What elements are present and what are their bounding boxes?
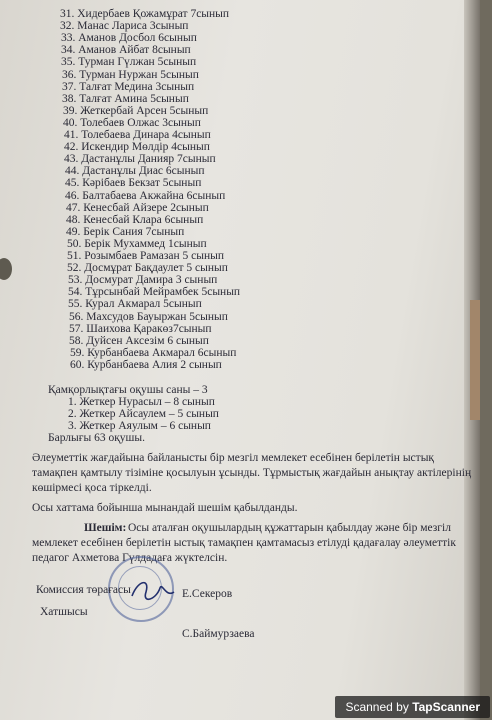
decision-line: мемлекет есебінен берілетін ыстық тамақпен қамтамасыз етілуді қадағалау әлеуметтік — [32, 537, 456, 549]
student-list-item: 59. Курбанбаева Акмарал 6сынып — [70, 347, 237, 359]
protocol-line: Осы хаттама бойынша мынандай шешім қабылданды. — [32, 502, 298, 514]
student-list-item: 41. Толебаева Динара 4сынып — [64, 129, 211, 141]
student-list-item: 39. Жеткербай Арсен 5сынып — [63, 105, 209, 117]
student-list-item: 36. Турман Нуржан 5сынып — [62, 69, 199, 81]
scanner-watermark — [335, 696, 490, 718]
paragraph-line: тамақпен қамтылу тізіміне қосылуын ұсынды. Тұрмыстық жағдайын анықтау актілерінің — [32, 467, 472, 479]
student-list-item: 31. Хидербаев Қожамұрат 7сынып — [60, 8, 230, 20]
watermark-prefix: Scanned by — [345, 700, 409, 714]
student-list-item: 49. Берік Сания 7сынып — [66, 226, 185, 238]
student-list-item: 33. Аманов Досбол 6сынып — [61, 32, 197, 44]
guardianship-item: 1. Жеткер Нурасыл – 8 сынып — [68, 396, 215, 408]
student-list-item: 60. Курбанбаева Алия 2 сынып — [70, 359, 222, 371]
decision-line: педагог Ахметова Гүлдадаға жүктелсін. — [32, 552, 228, 564]
chair-name: Е.Секеров — [182, 588, 233, 600]
guardianship-item: 2. Жеткер Айсаулем – 5 сынып — [68, 408, 219, 420]
student-list-item: 56. Махсудов Бауыржан 5сынып — [69, 311, 228, 323]
student-list-item: 42. Искендир Мөлдір 4сынып — [64, 141, 210, 153]
chair-role: Комиссия төрағасы — [36, 584, 131, 596]
binder-hole — [0, 258, 12, 280]
total-count: Барлығы 63 оқушы. — [48, 432, 146, 444]
student-list-item: 51. Розымбаев Рамазан 5 сынып — [67, 250, 224, 262]
student-list-item: 48. Кенесбай Клара 6сынып — [66, 214, 204, 226]
paragraph-line: көшірмесі қоса тіркелді. — [32, 482, 152, 494]
student-list-item: 38. Талғат Амина 5сынып — [62, 93, 189, 105]
student-list-item: 45. Кәрібаев Бекзат 5сынып — [65, 177, 202, 189]
student-list-item: 37. Талғат Медина 3сынып — [62, 81, 195, 93]
student-list-item: 46. Балтабаева Акжайна 6сынып — [65, 190, 226, 202]
guardianship-item: 3. Жеткер Аяулым – 6 сынып — [68, 420, 211, 432]
student-list-item: 34. Аманов Айбат 8сынып — [61, 44, 191, 56]
guardianship-heading: Қамқорлықтағы оқушы саны – 3 — [48, 384, 208, 396]
student-list-item: 32. Манас Лариса 3сынып — [60, 20, 189, 32]
student-list-item: 47. Кенесбай Айзере 2сынып — [66, 202, 209, 214]
student-list-item: 40. Толебаев Олжас 3сынып — [63, 117, 201, 129]
student-list-item: 50. Берік Мухаммед 1сынып — [67, 238, 207, 250]
student-list-item: 44. Дастанұлы Диас 6сынып — [65, 165, 205, 177]
page-edge-strip — [470, 300, 480, 420]
handwritten-signature — [128, 574, 180, 610]
student-list-item: 58. Дуйсен Аксезім 6 сынып — [69, 335, 209, 347]
student-list-item: 43. Дастанұлы Данияр 7сынып — [64, 153, 216, 165]
student-list-item: 54. Тұрсынбай Мейрамбек 5сынып — [68, 286, 241, 298]
student-list-item: 57. Шаихова Қаракөз7сынып — [69, 323, 212, 335]
student-list-item: 35. Турман Гүлжан 5сынып — [61, 56, 197, 68]
watermark-brand: TapScanner — [412, 700, 480, 714]
decision-label: Шешім: — [84, 522, 127, 534]
decision-line: Осы аталған оқушылардың құжаттарын қабылдау және бір мезгіл — [128, 522, 451, 534]
secretary-name: С.Баймурзаева — [182, 628, 255, 640]
secretary-role: Хатшысы — [40, 606, 88, 618]
student-list-item: 55. Курал Акмарал 5сынып — [68, 298, 202, 310]
student-list-item: 52. Досмұрат Бақдаулет 5 сынып — [67, 262, 228, 274]
student-list-item: 53. Досмурат Дамира 3 сынып — [68, 274, 218, 286]
paragraph-line: Әлеуметтік жағдайына байланысты бір мезгіл мемлекет есебінен берілетін ыстық — [32, 452, 435, 464]
